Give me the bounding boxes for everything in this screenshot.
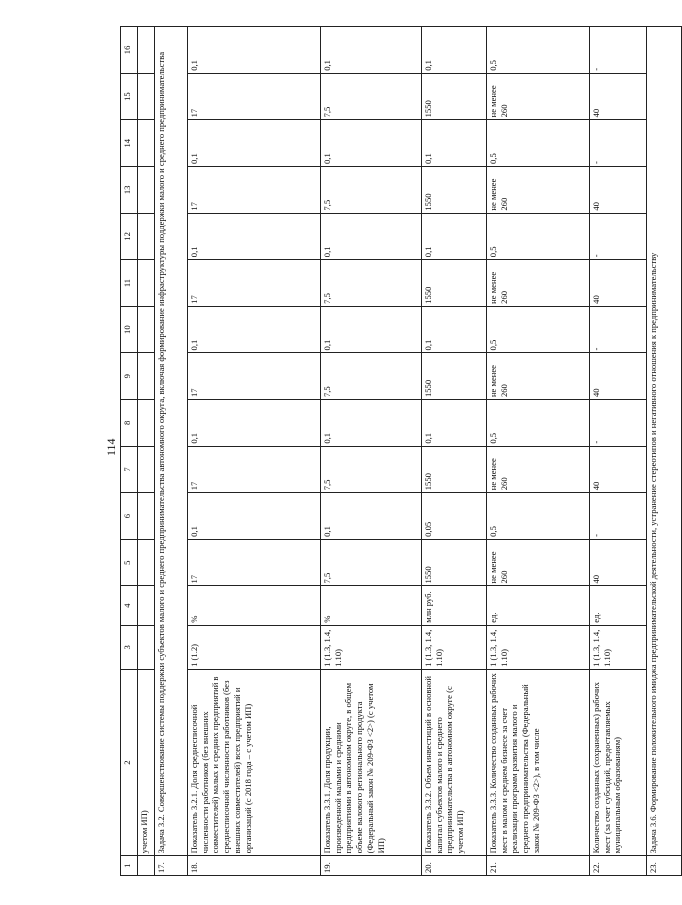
- header-cell: 3: [121, 625, 138, 669]
- header-cell: 12: [121, 213, 138, 260]
- continued-row-text: учетом ИП): [138, 669, 155, 855]
- value-cell: 17: [188, 446, 321, 493]
- value-cell: 7,5: [321, 446, 422, 493]
- value-cell: 0,1: [422, 213, 487, 260]
- value-cell: не менее 260: [487, 167, 590, 214]
- value-cell: 0,1: [188, 306, 321, 353]
- value-cell: 0,1: [321, 27, 422, 74]
- value-cell: 7,5: [321, 260, 422, 307]
- value-cell: 0,5: [487, 213, 590, 260]
- value-cell: 1550: [422, 167, 487, 214]
- value-cell: 0,5: [487, 27, 590, 74]
- indicator-name-cell: Количество созданных (сохраненных) рабочих мест (за счет субсидий, предоставляемых муниципальным образованиям): [590, 669, 647, 855]
- value-cell: 40: [590, 260, 647, 307]
- value-cell: 7,5: [321, 167, 422, 214]
- value-cell: 1550: [422, 260, 487, 307]
- row-number-cell: 19.: [321, 856, 422, 876]
- empty-cell: [138, 27, 155, 74]
- continued-row: [138, 27, 155, 876]
- value-cell: 0,5: [487, 306, 590, 353]
- header-cell: 2: [121, 669, 138, 855]
- value-cell: -: [590, 120, 647, 167]
- table-row: [487, 27, 590, 876]
- value-cell: 40: [590, 167, 647, 214]
- value-cell: -: [590, 400, 647, 447]
- value-cell: 40: [590, 353, 647, 400]
- value-cell: 0,1: [188, 493, 321, 540]
- table-row: [590, 27, 647, 876]
- value-cell: 17: [188, 167, 321, 214]
- indicator-name-cell: Показатель 3.2.1. Доля среднесписочной численности работников (без внешних совместителей) малых и средних предприятий в среднесписочной численности работников (без внешних совместителей) всех предприятий и организаций (с 2018 года – с учетом ИП): [188, 669, 321, 855]
- task-row-num: 23.: [647, 856, 682, 876]
- value-cell: -: [590, 493, 647, 540]
- value-cell: 0,1: [422, 400, 487, 447]
- header-cell: 5: [121, 539, 138, 586]
- table-row: [321, 27, 422, 876]
- value-cell: 7,5: [321, 539, 422, 586]
- task-row-17: [155, 27, 188, 876]
- value-cell: 0,1: [188, 400, 321, 447]
- header-cell: 10: [121, 306, 138, 353]
- task-row-text: Задача 3.2. Совершенствование системы поддержки субъектов малого и среднего предпринимательства автономного округа, включая формирование инфраструктуры поддержки малого и среднего предпринимательства: [155, 27, 188, 856]
- empty-cell: [138, 167, 155, 214]
- empty-cell: [138, 306, 155, 353]
- value-cell: 0,1: [321, 120, 422, 167]
- value-cell: не менее 260: [487, 446, 590, 493]
- task-row-23: [647, 27, 682, 876]
- empty-cell: [138, 73, 155, 120]
- task-row-text: Задача 3.6. Формирование положительного имиджа предпринимательской деятельности, устранение стереотипов и негативного отношения к предпринимательству: [647, 27, 682, 856]
- value-cell: 0,1: [422, 306, 487, 353]
- value-cell: 1550: [422, 73, 487, 120]
- unit-cell: ед.: [487, 586, 590, 625]
- value-cell: не менее 260: [487, 353, 590, 400]
- value-cell: 0,1: [188, 27, 321, 74]
- header-cell: 8: [121, 400, 138, 447]
- indicator-name-cell: Показатель 3.3.2. Объем инвестиций в основной капитал субъектов малого и среднего предпринимательства в автономном округе (с учетом ИП): [422, 669, 487, 855]
- table-row: [188, 27, 321, 876]
- value-cell: 40: [590, 446, 647, 493]
- reference-cell: 1 (1.2): [188, 625, 321, 669]
- value-cell: 40: [590, 73, 647, 120]
- empty-cell: [138, 120, 155, 167]
- value-cell: 0,1: [188, 213, 321, 260]
- row-number-cell: 21.: [487, 856, 590, 876]
- header-cell: 9: [121, 353, 138, 400]
- empty-cell: [138, 493, 155, 540]
- value-cell: 0,1: [321, 306, 422, 353]
- header-cell: 15: [121, 73, 138, 120]
- header-cell: 13: [121, 167, 138, 214]
- value-cell: 0,05: [422, 493, 487, 540]
- value-cell: 0,1: [188, 120, 321, 167]
- header-cell: 6: [121, 493, 138, 540]
- row-number-cell: 22.: [590, 856, 647, 876]
- indicators-table: [120, 26, 682, 876]
- header-cell: 16: [121, 27, 138, 74]
- value-cell: 7,5: [321, 73, 422, 120]
- value-cell: -: [590, 27, 647, 74]
- value-cell: 0,1: [321, 493, 422, 540]
- header-row: [121, 27, 138, 876]
- value-cell: 1550: [422, 539, 487, 586]
- value-cell: 17: [188, 73, 321, 120]
- unit-cell: ед.: [590, 586, 647, 625]
- empty-cell: [138, 353, 155, 400]
- rotated-table-container: [120, 26, 658, 876]
- value-cell: -: [590, 306, 647, 353]
- value-cell: 7,5: [321, 353, 422, 400]
- indicator-name-cell: Показатель 3.3.1. Доля продукции, произведенной малыми и средними предприятиями в автономном округе, в общем объеме валового регионального продукта (Федеральный закон № 209-ФЗ <2>) (с учетом ИП): [321, 669, 422, 855]
- reference-cell: 1 (1.3, 1.4, 1.10): [590, 625, 647, 669]
- header-cell: 7: [121, 446, 138, 493]
- row-number-cell: 20.: [422, 856, 487, 876]
- header-cell: 1: [121, 856, 138, 876]
- value-cell: не менее 260: [487, 260, 590, 307]
- table-row: [422, 27, 487, 876]
- value-cell: 17: [188, 353, 321, 400]
- row-number-cell: 18.: [188, 856, 321, 876]
- header-cell: 14: [121, 120, 138, 167]
- value-cell: не менее 260: [487, 73, 590, 120]
- indicator-name-cell: Показатель 3.3.3. Количество созданных рабочих мест в малом и среднем бизнесе за счет реализации программ развития малого и среднего предпринимательства (Федеральный закон № 209-ФЗ <2>), в том числе: [487, 669, 590, 855]
- value-cell: 1550: [422, 446, 487, 493]
- value-cell: 0,5: [487, 120, 590, 167]
- empty-cell: [138, 260, 155, 307]
- value-cell: 0,1: [321, 213, 422, 260]
- value-cell: не менее 260: [487, 539, 590, 586]
- unit-cell: млн руб.: [422, 586, 487, 625]
- value-cell: 17: [188, 260, 321, 307]
- value-cell: 0,1: [321, 400, 422, 447]
- header-cell: 4: [121, 586, 138, 625]
- value-cell: 40: [590, 539, 647, 586]
- empty-cell: [138, 586, 155, 625]
- empty-cell: [138, 400, 155, 447]
- value-cell: -: [590, 213, 647, 260]
- empty-cell: [138, 446, 155, 493]
- value-cell: 0,1: [422, 27, 487, 74]
- header-cell: 11: [121, 260, 138, 307]
- page-number-text: 114: [104, 438, 118, 456]
- unit-cell: %: [321, 586, 422, 625]
- empty-cell: [138, 539, 155, 586]
- reference-cell: 1 (1.3, 1.4, 1.10): [487, 625, 590, 669]
- reference-cell: 1 (1.3, 1.4, 1.10): [321, 625, 422, 669]
- value-cell: 0,5: [487, 400, 590, 447]
- value-cell: 17: [188, 539, 321, 586]
- continued-row-num: [138, 856, 155, 876]
- table-body: [121, 27, 682, 876]
- unit-cell: %: [188, 586, 321, 625]
- empty-cell: [138, 213, 155, 260]
- value-cell: 1550: [422, 353, 487, 400]
- value-cell: 0,1: [422, 120, 487, 167]
- reference-cell: 1 (1.3, 1.4, 1.10): [422, 625, 487, 669]
- empty-cell: [138, 625, 155, 669]
- value-cell: 0,5: [487, 493, 590, 540]
- task-row-num: 17.: [155, 856, 188, 876]
